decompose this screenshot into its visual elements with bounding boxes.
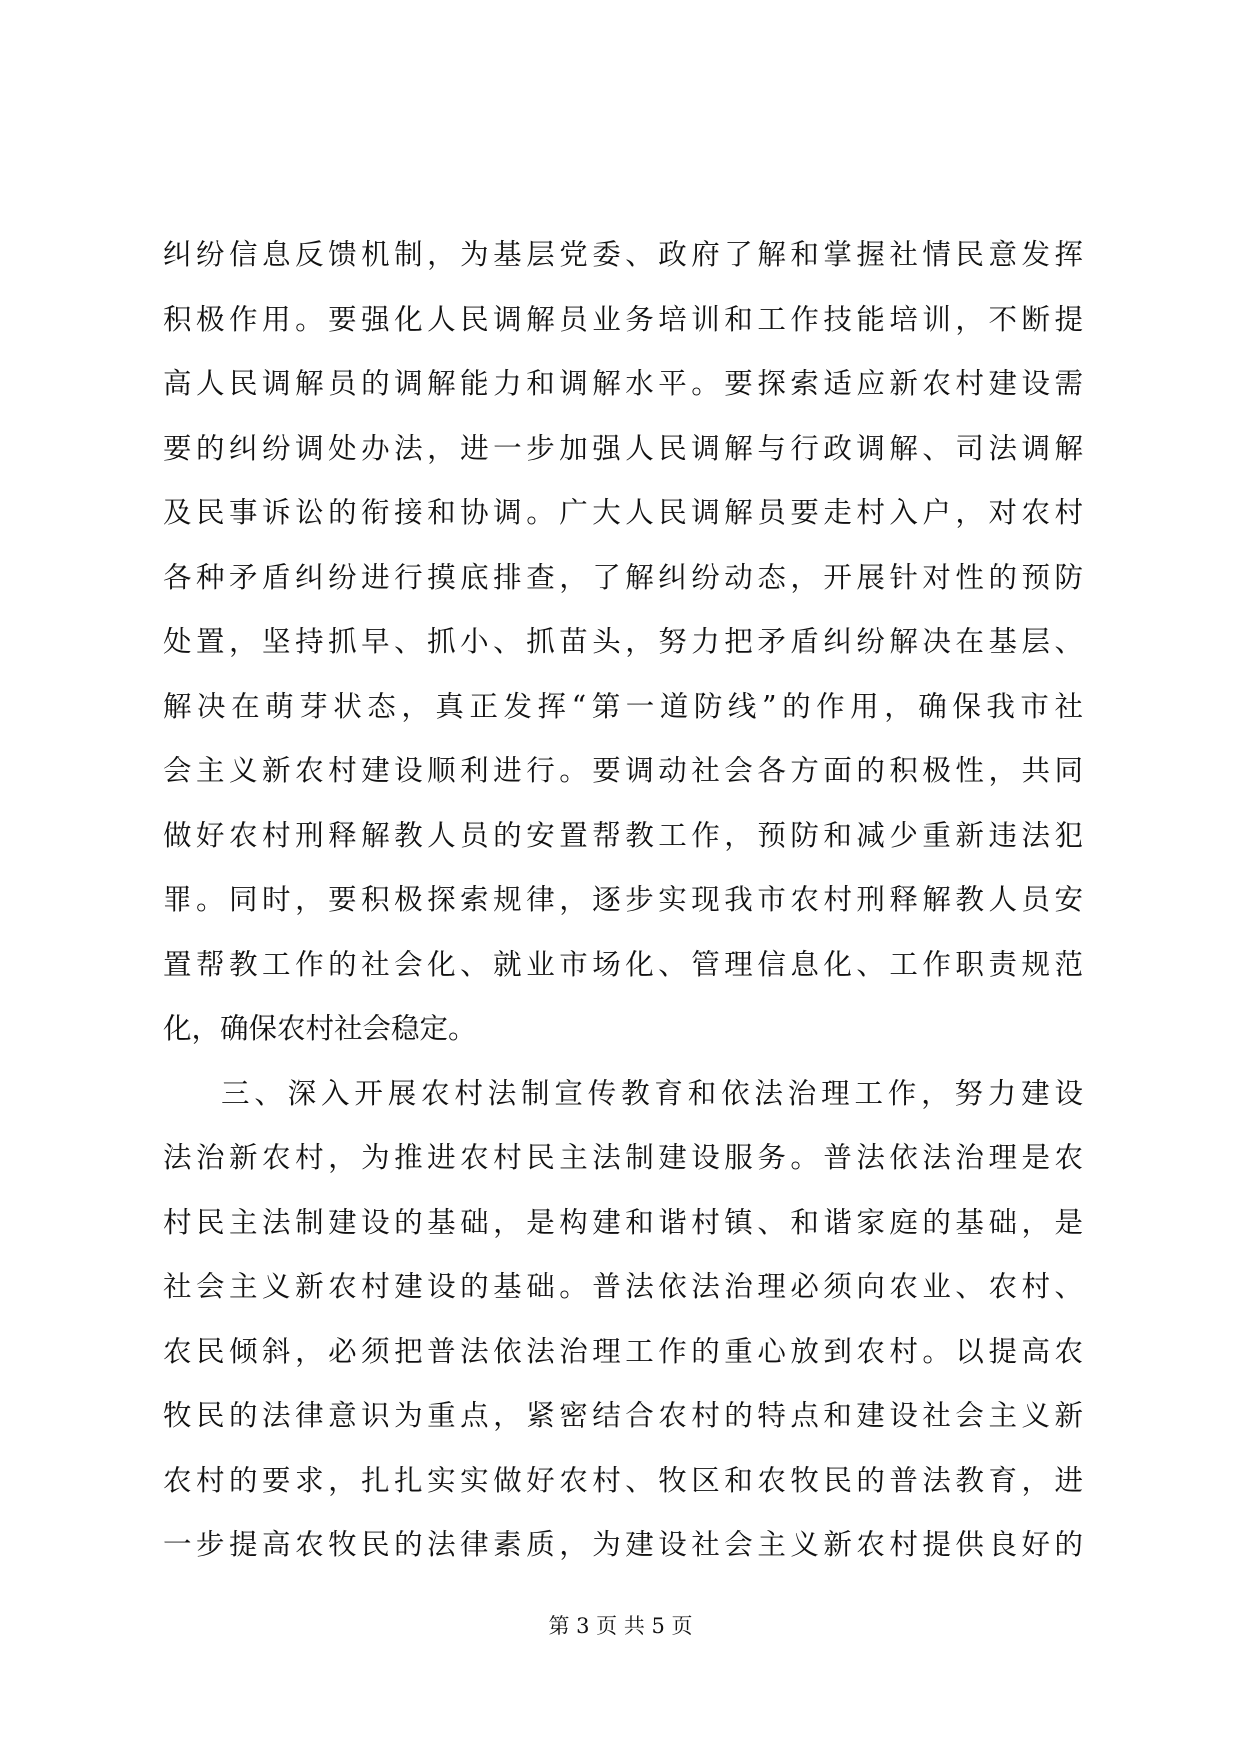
text-line: 村民主法制建设的基础，是构建和谐村镇、和谐家庭的基础，是 xyxy=(163,1205,1083,1239)
text-line: 牧民的法律意识为重点，紧密结合农村的特点和建设社会主义新 xyxy=(163,1399,1083,1432)
text-line: 罪。同时，要积极探索规律，逐步实现我市农村刑释解教人员安 xyxy=(163,883,1083,916)
page-number-footer: 第 3 页 共 5 页 xyxy=(548,1614,693,1638)
body-text xyxy=(163,223,1083,1578)
text-line: 法治新农村，为推进农村民主法制建设服务。普法依法治理是农 xyxy=(163,1141,1083,1174)
text-line: 要的纠纷调处办法，进一步加强人民调解与行政调解、司法调解 xyxy=(163,431,1083,465)
text-line: 农村的要求，扎扎实实做好农村、牧区和农牧民的普法教育，进 xyxy=(163,1463,1083,1497)
text-line: 农民倾斜，必须把普法依法治理工作的重心放到农村。以提高农 xyxy=(163,1334,1083,1368)
text-line: 解决在萌芽状态，真正发挥“第一道防线”的作用，确保我市社 xyxy=(163,689,1083,723)
section-heading-line: 三、深入开展农村法制宣传教育和依法治理工作，努力建设 xyxy=(221,1076,1083,1110)
text-line: 社会主义新农村建设的基础。普法依法治理必须向农业、农村、 xyxy=(163,1270,1083,1303)
text-line: 化，确保农村社会稳定。 xyxy=(163,1012,477,1045)
text-line: 及民事诉讼的衔接和协调。广大人民调解员要走村入户，对农村 xyxy=(163,496,1083,529)
text-line: 高人民调解员的调解能力和调解水平。要探索适应新农村建设需 xyxy=(163,367,1083,400)
text-line: 一步提高农牧民的法律素质，为建设社会主义新农村提供良好的 xyxy=(163,1528,1083,1561)
text-line: 会主义新农村建设顺利进行。要调动社会各方面的积极性，共同 xyxy=(163,754,1083,787)
text-line: 做好农村刑释解教人员的安置帮教工作，预防和减少重新违法犯 xyxy=(163,818,1083,852)
text-line: 处置，坚持抓早、抓小、抓苗头，努力把矛盾纠纷解决在基层、 xyxy=(163,625,1083,658)
text-line: 置帮教工作的社会化、就业市场化、管理信息化、工作职责规范 xyxy=(163,947,1083,981)
text-line: 积极作用。要强化人民调解员业务培训和工作技能培训，不断提 xyxy=(163,302,1083,336)
text-line: 纠纷信息反馈机制，为基层党委、政府了解和掌握社情民意发挥 xyxy=(163,238,1083,271)
text-line: 各种矛盾纠纷进行摸底排查，了解纠纷动态，开展针对性的预防 xyxy=(163,560,1083,594)
